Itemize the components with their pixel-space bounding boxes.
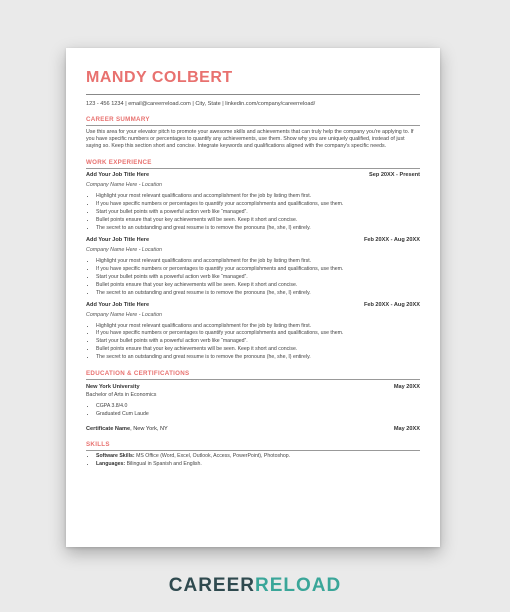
job-bullets [86,323,420,363]
job-entry [86,236,420,298]
careerreload-logo [0,574,510,598]
job-entry [86,301,420,363]
certificate [86,425,168,433]
section-divider [86,168,420,169]
list-item: • Bullet points ensure that your key achievements will be seen. Keep it short and concise. [96,282,420,290]
skill-value: Bilingual in Spanish and English. [125,461,202,468]
list-item: • The secret to an outstanding and great resume is to remove the pronouns (he, she, I) entirely. [96,354,420,362]
skill-item [96,453,420,461]
list-item: • Start your bullet points with a powerful action verb like “managed”. [96,338,420,346]
section-divider [86,125,420,126]
job-dates: Feb 20XX - Aug 20XX [363,237,420,244]
job-entry [86,171,420,233]
skills-list [86,453,420,469]
job-company: Company Name Here - Location [86,311,162,318]
skill-label: Languages: [96,461,126,468]
skill-value: MS Office (Word, Excel, Outlook, Access, PowerPoint), Photoshop. [134,453,291,460]
header-divider [86,94,420,95]
job-dates: Sep 20XX - Present [369,172,420,179]
list-item: • Bullet points ensure that your key achievements will be seen. Keep it short and concise. [96,217,420,225]
list-item: • Highlight your most relevant qualifications and accomplishment for the job by listing them first. [96,193,420,201]
list-item: • If you have specific numbers or percentages to quantify your accomplishments and qualifications, use them. [96,201,420,209]
section-divider [86,450,420,451]
logo-part-career: CAREER [168,575,255,596]
logo-part-reload: RELOAD [255,575,342,596]
job-title: Add Your Job Title Here [86,172,150,179]
list-item: • If you have specific numbers or percentages to quantify your accomplishments and qualifications, use them. [96,330,420,338]
resume-page [66,48,440,547]
education-title: EDUCATION & CERTIFICATIONS [86,370,190,378]
list-item: • Start your bullet points with a powerful action verb like “managed”. [96,274,420,282]
contact-line: 123 - 456 1234 | email@careerreload.com | City, State | linkedin.com/company/careerreload/ [86,101,316,107]
summary-title: CAREER SUMMARY [86,116,150,123]
job-bullets [86,258,420,298]
resume-name [86,68,420,88]
list-item: • If you have specific numbers or percentages to quantify your accomplishments and qualifications, use them. [96,266,420,274]
job-dates: Feb 20XX - Aug 20XX [363,301,420,308]
list-item: • CGPA 3.8/4.0 [96,403,420,411]
skill-item [96,461,420,469]
certificate-date: May 20XX [393,425,420,432]
job-title: Add Your Job Title Here [86,301,150,308]
school-date: May 20XX [393,383,420,390]
last-name: COLBERT [151,69,233,86]
list-item: • Start your bullet points with a powerful action verb like “managed”. [96,209,420,217]
list-item: • The secret to an outstanding and great resume is to remove the pronouns (he, she, I) entirely. [96,290,420,298]
list-item: • Highlight your most relevant qualifications and accomplishment for the job by listing them first. [96,258,420,266]
summary-text: Use this area for your elevator pitch to promote your awesome skills and achievements that can truly help the company you're applying to. If you have specific numbers or percentages to quantify any achievements, use them. Show why you are uniquely qualified, instead of just saying so. Keep this section short and concise. Integrate keywords and qualifications aligned with the company's specific needs. [86,128,414,150]
certificate-name: Certificate Name [86,425,131,432]
job-title: Add Your Job Title Here [86,237,150,244]
list-item: • The secret to an outstanding and great resume is to remove the pronouns (he, she, I) entirely. [96,225,420,233]
school-name: New York University [86,383,140,390]
section-divider [86,379,420,380]
list-item: • Bullet points ensure that your key achievements will be seen. Keep it short and concise. [96,346,420,354]
job-bullets [86,193,420,233]
experience-title: WORK EXPERIENCE [86,158,152,166]
list-item: • Highlight your most relevant qualifications and accomplishment for the job by listing them first. [96,323,420,331]
list-item: • Graduated Cum Laude [96,411,420,419]
education-bullets [86,403,420,419]
certificate-location: , New York, NY [130,425,168,432]
first-name: MANDY [86,69,147,86]
degree: Bachelor of Arts in Economics [86,391,157,398]
job-company: Company Name Here - Location [86,247,162,254]
skills-title: SKILLS [86,440,110,448]
skill-label: Software Skills: [96,453,135,460]
job-company: Company Name Here - Location [86,182,162,189]
